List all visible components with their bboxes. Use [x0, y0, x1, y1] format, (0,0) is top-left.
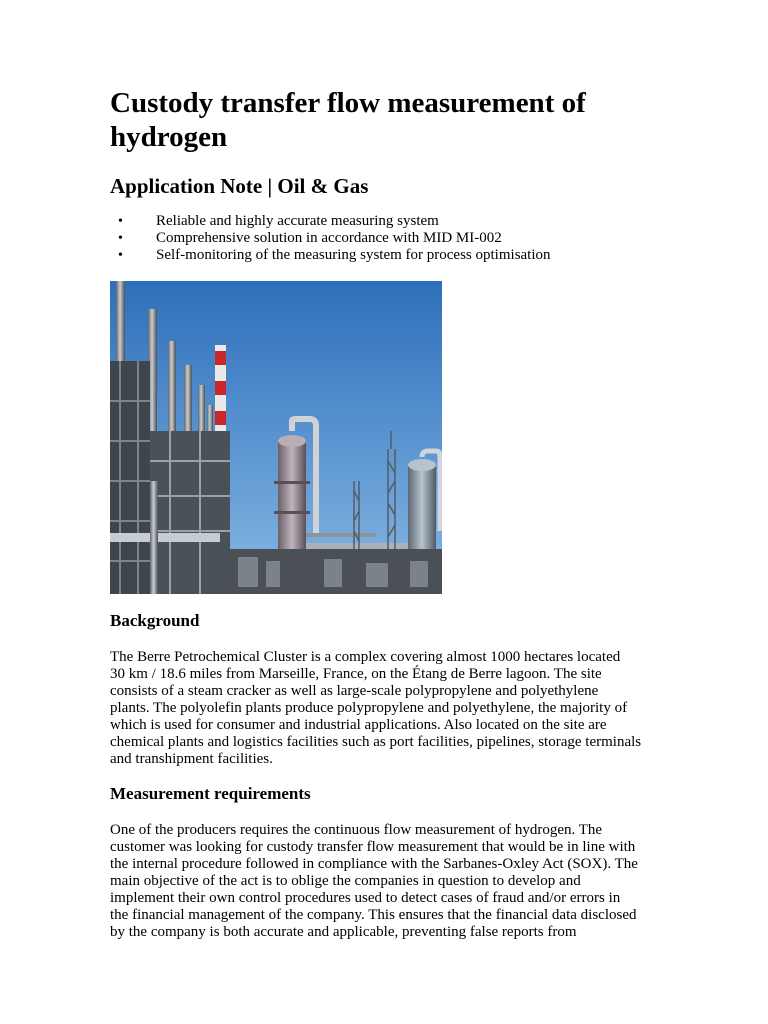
text-line: consists of a steam cracker as well as large-scale polypropylene and polyethylene	[110, 683, 599, 699]
feature-item	[110, 213, 670, 230]
text-line: One of the producers requires the continuous flow measurement of hydrogen. The	[110, 822, 603, 838]
text-line: The Berre Petrochemical Cluster is a complex covering almost 1000 hectares located	[110, 649, 621, 665]
text-line: the internal procedure followed in compliance with the Sarbanes-Oxley Act (SOX). The	[110, 856, 638, 872]
feature-item	[110, 247, 670, 264]
text-line: plants. The polyolefin plants produce polypropylene and polyethylene, the majority of	[110, 700, 628, 716]
text-line: chemical plants and logistics facilities such as port facilities, pipelines, storage terminals	[110, 734, 642, 750]
section-heading-requirements: Measurement requirements	[110, 784, 311, 803]
text-line: which is used for consumer and industrial applications. Also located on the site are	[110, 717, 607, 733]
text-line: and transhipment facilities.	[110, 751, 273, 767]
feature-list	[110, 213, 670, 264]
requirements-paragraph	[110, 822, 662, 941]
document-title: Custody transfer flow measurement of hydrogen	[110, 87, 586, 153]
document-subtitle: Application Note | Oil & Gas	[110, 174, 369, 198]
feature-text: Reliable and highly accurate measuring system	[156, 213, 439, 229]
section-heading-background: Background	[110, 611, 200, 630]
feature-text: Comprehensive solution in accordance with MID MI-002	[156, 230, 502, 246]
feature-item	[110, 230, 670, 247]
text-line: customer was looking for custody transfer flow measurement that would be in line with	[110, 839, 636, 855]
document-page	[110, 86, 670, 941]
text-line: main objective of the act is to oblige the companies in question to develop and	[110, 873, 581, 889]
text-line: by the company is both accurate and applicable, preventing false reports from	[110, 924, 577, 940]
refinery-photo	[110, 281, 442, 594]
bullet-icon: •	[118, 248, 123, 263]
text-line: the financial management of the company. This ensures that the financial data disclosed	[110, 907, 637, 923]
bullet-icon: •	[118, 231, 123, 246]
text-line: implement their own control procedures used to detect cases of fraud and/or errors in	[110, 890, 621, 906]
text-line: 30 km / 18.6 miles from Marseille, France, on the Étang de Berre lagoon. The site	[110, 666, 602, 682]
feature-text: Self-monitoring of the measuring system for process optimisation	[156, 247, 551, 263]
background-paragraph	[110, 649, 662, 768]
bullet-icon: •	[118, 214, 123, 229]
